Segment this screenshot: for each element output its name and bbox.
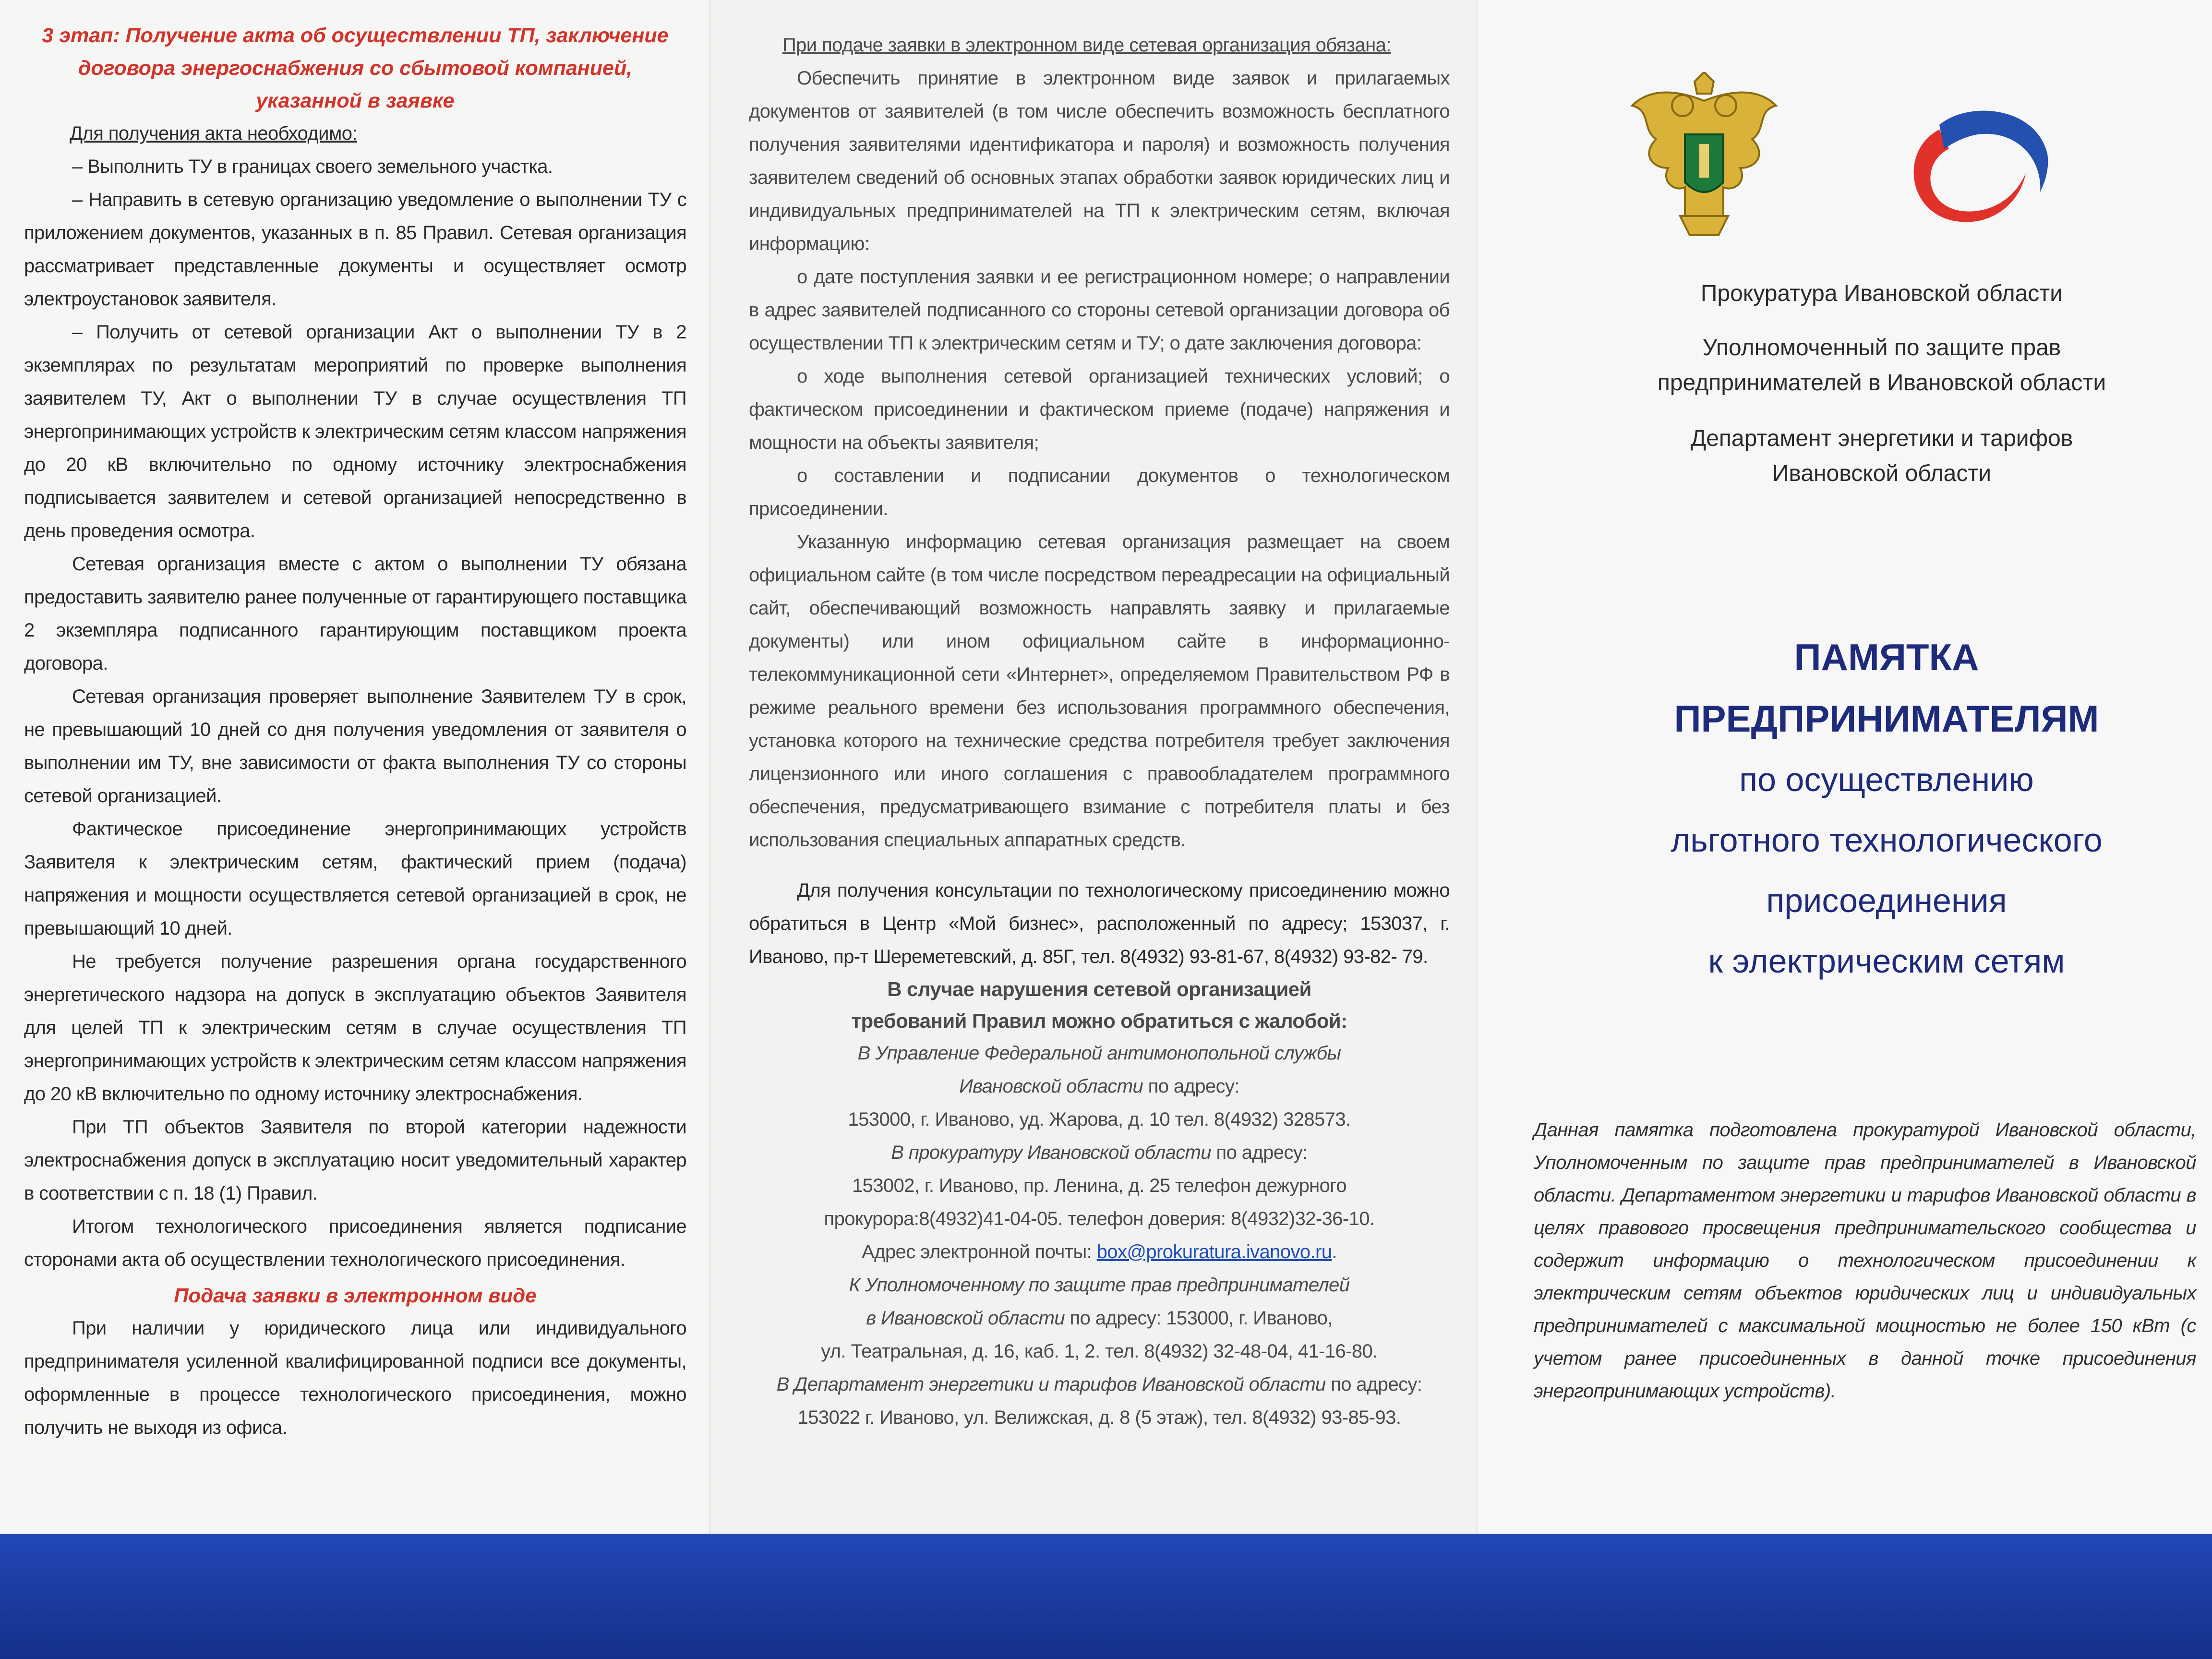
paragraph: Итогом технологического присоединения является подписание сторонами акта об осуществлении технологического присоединения. [24,1216,686,1270]
paragraph: о дате поступления заявки и ее регистрационном номере; о направлении в адрес заявителей подписанного со стороны сетевой организации договора об осуществлении ТП к электрическим сетям и ТУ; о дате заключения договора: [749,266,1450,354]
paragraph: – Получить от сетевой организации Акт о выполнении ТУ в 2 экземплярах по результатам мероприятий по проверке выполнения заявителем ТУ, Акт о выполнении ТУ в случае осуществления ТП энергопринимающих устройств к электрическим сетям классом напряжения до 20 кВ включительно по одному источнику электроснабжения подписывается заявителем и сетевой организацией непосредственно в день проведения осмотра. [24,322,686,541]
org-department: Департамент энергетики и тарифов [1690,426,2073,451]
paragraph: Не требуется получение разрешения органа государственного энергетического надзора на допуск в эксплуатацию объектов Заявителя для целей ТП к электрическим сетям в случае осуществления ТП энергопринимающих устройств к электрическим сетям классом напряжения до 20 кВ включительно по одному источнику электроснабжения. [24,951,686,1105]
org-prosecutor: Прокуратура Ивановской области [1700,281,2063,306]
paragraph: Фактическое присоединение энергопринимающих устройств Заявителя к электрическим сетям, фактический прием (подача) напряжения и мощности осуществляется сетевой организацией в срок, не превышающий 10 дней. [24,818,686,939]
by-address-label: по адресу: [1148,1076,1239,1097]
by-address-label: по адресу: [1331,1374,1422,1395]
prosecutor-phones: прокурора:8(4932)41-04-05. телефон доверия: 8(4932)32-36-10. [824,1208,1375,1229]
fas-address: 153000, г. Иваново, уд. Жарова, д. 10 тел. 8(4932) 328573. [848,1109,1351,1130]
by-address-label: по адресу: [1216,1142,1308,1163]
e-heading: Подача заявки в электронном виде [174,1284,537,1307]
acts-subheading: Для получения акта необходимо: [70,123,357,144]
double-headed-eagle-emblem-icon [1623,72,1786,245]
complaint-heading: требований Правил можно обратиться с жалобой: [851,1010,1347,1032]
org-ombudsman: Уполномоченный по защите прав [1702,335,2061,361]
org-department: Ивановской области [1772,461,1992,486]
complaint-heading: В случае нарушения сетевой организацией [887,978,1311,1000]
paragraph: Обеспечить принятие в электронном виде заявок и прилагаемых документов от заявителей (в том числе обеспечить возможность бесплатного получения заявителями идентификатора и пароля) и возможность получения заявителем сведений об основных этапах обработки заявок юридических лиц и индивидуальных предпринимателей на ТП к электрическим сетям, включая информацию: [749,68,1450,254]
ombudsman-address: ул. Театральная, д. 16, каб. 1, 2. тел. 8(4932) 32-48-04, 41-16-80. [821,1341,1378,1362]
prosecutor-address: 153002, г. Иваново, пр. Ленина, д. 25 телефон дежурного [852,1175,1346,1196]
red-blue-ring-logo-icon [1882,96,2055,240]
paragraph: Указанную информацию сетевая организация размещает на своем официальном сайте (в том числе посредством переадресации на официальный сайт, обеспечивающий возможность направлять заявку и прилагаемые документы) или ином официальном сайте в информационно-телекоммуникационной сети «Интернет», определяемом Правительством РФ в режиме реального времени без использования программного обеспечения, установка которого на технические средства потребителя требует заключения лицензионного или иного соглашения с правообладателем программного обеспечения, предусматривающего взимание с потребителя платы и без использования специальных аппаратных средств. [749,531,1450,851]
department-name: В Департамент энергетики и тарифов Ивановской области [776,1374,1326,1395]
brochure-note: Данная памятка подготовлена прокуратурой Ивановской области, Уполномоченным по защите прав предпринимателей в Ивановской области. Департаментом энергетики и тарифов Ивановской области в целях правового просвещения предпринимательского сообщества и содержит информацию о технологическом присоединении к электрическим сетям объектов юридических лиц и индивидуальных предпринимателей с максимальной мощностью не более 150 кВт (с учетом ранее присоединенных в данной точке присоединения энергопринимающих устройств). [1534,1119,2196,1402]
paragraph: Сетевая организация проверяет выполнение Заявителем ТУ в срок, не превышающий 10 дней со дня получения уведомления от заявителя о выполнении им ТУ, вне зависимости от факта выполнения ТУ со стороны сетевой организацией. [24,686,686,806]
e-duty-heading: При подаче заявки в электронном виде сетевая организация обязана: [782,35,1391,56]
panel-middle [710,0,1479,1534]
blue-background-band [0,1531,2212,1659]
email-label: Адрес электронной почты: [862,1241,1092,1262]
paragraph: Сетевая организация вместе с актом о выполнении ТУ обязана предоставить заявителю ранее полученные от гарантирующего поставщика 2 экземпляра подписанного гарантирующим поставщиком проекта договора. [24,553,686,674]
logos [1623,72,2151,245]
ombudsman-name: К Уполномоченному по защите прав предпринимателей [849,1274,1350,1296]
paragraph: о составлении и подписании документов о технологическом присоединении. [749,465,1450,519]
paragraph: – Выполнить ТУ в границах своего земельного участка. [72,156,553,177]
panel-left [0,0,710,1534]
prosecutor-name: В прокуратуру Ивановской области [891,1142,1212,1163]
stage-heading: 3 этап: Получение акта об осуществлении ТП, заключение договора энергоснабжения со сбытовой компанией, указанной в заявке [42,24,669,112]
fas-name: В Управление Федеральной антимонопольной службы [857,1043,1341,1064]
paragraph: о ходе выполнения сетевой организацией технических условий; о фактическом присоединении и фактическом приеме (подаче) напряжения и мощности на объекты заявителя; [749,366,1450,453]
paragraph: При ТП объектов Заявителя по второй категории надежности электроснабжения допуск в эксплуатацию носит уведомительный характер в соответствии с п. 18 (1) Правил. [24,1117,686,1204]
paragraph: При наличии у юридического лица или индивидуального предпринимателя усиленной квалифицированной подписи все документы, оформленные в процессе технологического присоединения, можно получить не выходя из офиса. [24,1318,686,1438]
brochure-title: ПАМЯТКА ПРЕДПРИНИМАТЕЛЯМ по осуществлению льготного технологического присоединения к электрическим сетям [1671,636,2103,980]
department-address: 153022 г. Иваново, ул. Велижская, д. 8 (5 этаж), тел. 8(4932) 93-85-93. [797,1407,1401,1428]
consultation-paragraph: Для получения консультации по технологическому присоединению можно обратиться в Центр «Мой бизнес», расположенный по адресу; 153037, г. Иваново, пр-т Шереметевский, д. 85Г, тел. 8(4932) 93-81-67, 8(4932) 93-82- 79. [749,880,1450,967]
org-ombudsman: предпринимателей в Ивановской области [1657,370,2106,396]
paragraph: – Направить в сетевую организацию уведомление о выполнении ТУ с приложением документов, указанных в п. 85 Правил. Сетевая организация рассматривает представленные документы и осуществляет осмотр электроустановок заявителя. [24,189,686,310]
ombudsman-name: в Ивановской области [866,1308,1065,1329]
complaints-block: В случае нарушения сетевой организацией требований Правил можно обратиться с жалобой: В Управление Федеральной антимонопольной службы Ивановской области по адресу: 153000, г. Иваново, уд. Жарова, д. 10 тел. 8(4932) 328573. В прокуратуру Ивановской области по адресу: 153002, г. Иваново, пр. Ленина, д. 25 телефон дежурного прокурора:8(4932)41-04-05. телефон доверия: 8(4932)32-36-10. Адрес электронной почты: box@prokuratura.ivanovo.ru. К Уполномоченному по защите прав предпринимателей в Ивановской области по адресу: 153000, г. Иваново, ул. Театральная, д. 16, каб. 1, 2. тел. 8(4932) 32-48-04, 41-16-80. В Департамент энергетики и тарифов Ивановской области по адресу: 153022 г. Иваново, ул. Велижская, д. 8 (5 этаж), тел. 8(4932) 93-85-93. [749,974,1450,1434]
ombudsman-address: по адресу: 153000, г. Иваново, [1070,1308,1333,1329]
fas-name: Ивановской области [959,1076,1143,1097]
email-link[interactable]: box@prokuratura.ivanovo.ru [1096,1241,1332,1262]
